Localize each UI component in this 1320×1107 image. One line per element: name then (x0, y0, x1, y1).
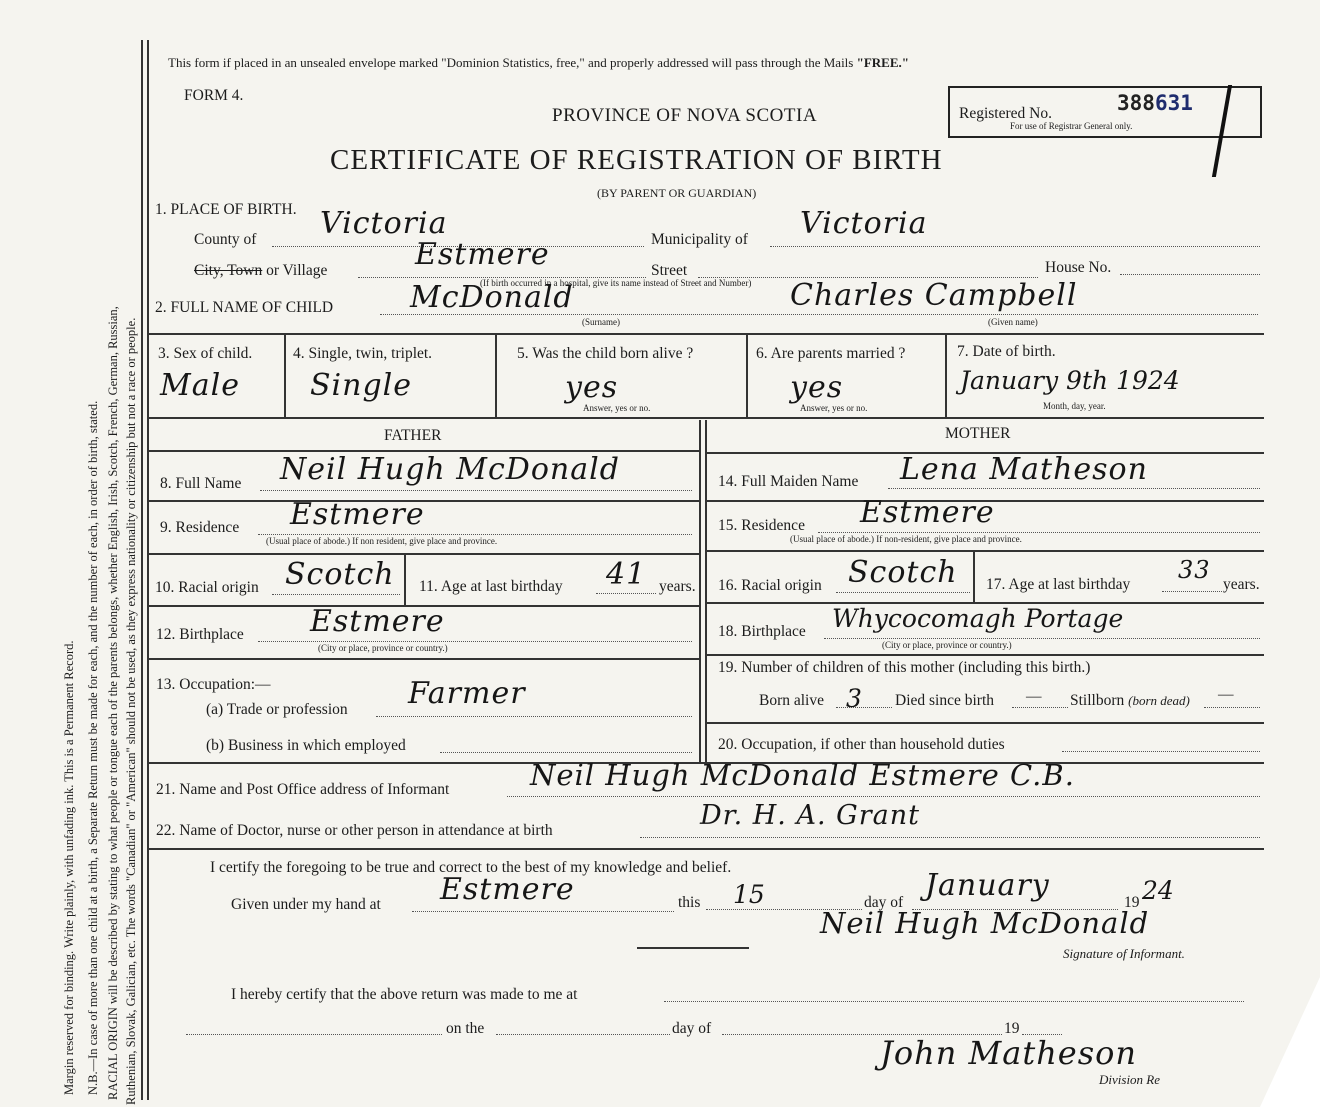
house-number-label: House No. (1045, 259, 1112, 276)
county-value: Victoria (320, 206, 448, 241)
father-birthplace-label: 12. Birthplace (156, 626, 244, 643)
father-residence-value: Estmere (290, 497, 425, 532)
mother-heading: MOTHER (945, 425, 1011, 442)
dob-caption: Month, day, year. (1043, 401, 1106, 411)
father-birthplace-value: Estmere (310, 604, 445, 639)
married-question: 6. Are parents married ? (756, 345, 906, 362)
mother-residence-value: Estmere (860, 495, 995, 530)
stillborn-label: Stillborn (born dead) (1070, 692, 1190, 709)
city-label: City, Town or Village (194, 262, 328, 279)
margin-note-1: Margin reserved for binding. Write plainly, with unfading ink. This is a Permanent Record. (62, 640, 76, 1095)
registered-number: 388631 (1117, 91, 1193, 115)
registered-label: Registered No. (959, 105, 1052, 122)
left-border-inner (147, 40, 149, 1100)
page-title: CERTIFICATE OF REGISTRATION OF BIRTH (330, 144, 943, 176)
mother-occupation-label: 20. Occupation, if other than household duties (718, 736, 1005, 753)
father-residence-label: 9. Residence (160, 519, 240, 536)
given-place-value: Estmere (440, 872, 575, 907)
born-alive-caption: Answer, yes or no. (583, 403, 651, 413)
day-of-label: day of (864, 894, 904, 911)
postal-note: This form if placed in an unsealed envelope marked "Dominion Statistics, free," and properly addressed will pass through the Mails "FREE." (168, 55, 909, 70)
father-name-value: Neil Hugh McDonald (280, 452, 620, 487)
municipality-value: Victoria (800, 206, 928, 241)
father-heading: FATHER (384, 427, 442, 444)
subtitle: (BY PARENT OR GUARDIAN) (597, 186, 757, 200)
mother-birthplace-label: 18. Birthplace (718, 623, 806, 640)
doctor-value: Dr. H. A. Grant (700, 800, 920, 831)
city-value: Estmere (415, 237, 550, 272)
month-value: January (925, 868, 1050, 903)
child-surname-value: McDonald (410, 280, 574, 315)
informant-signature: Neil Hugh McDonald (820, 906, 1150, 940)
born-alive-count: 3 (846, 684, 862, 713)
registrar-note: For use of Registrar General only. (1010, 121, 1133, 131)
mother-children-label: 19. Number of children of this mother (including this birth.) (718, 659, 1091, 676)
mother-age-value: 33 (1178, 556, 1211, 584)
municipality-label: Municipality of (651, 231, 748, 248)
form-number: FORM 4. (184, 87, 244, 104)
margin-note-4: Ruthenian, Slovak, Galician, etc. The words "Canadian" or "American" should not be used, as they express nationality or citizenship but not a race or people. (124, 317, 138, 1105)
father-residence-caption: (Usual place of abode.) If non resident, give place and province. (266, 536, 498, 546)
mother-racial-label: 16. Racial origin (718, 577, 822, 594)
left-border (141, 40, 143, 1100)
child-name-label: 2. FULL NAME OF CHILD (155, 299, 334, 316)
surname-caption: (Surname) (582, 317, 620, 327)
father-age-label: 11. Age at last birthday (419, 578, 563, 595)
on-the-label: on the (446, 1020, 485, 1037)
died-value: — (1026, 688, 1042, 705)
married-answer: yes (790, 370, 844, 405)
year-prefix: 19 (1124, 894, 1140, 911)
father-trade-label: (a) Trade or profession (206, 701, 348, 718)
margin-note-3: RACIAL ORIGIN will be described by stating to what people or tongue each of the parents belongs, whether English, Irish, Scotch, French, German, Russian, (106, 306, 120, 1100)
mother-age-unit: years. (1223, 576, 1260, 593)
married-caption: Answer, yes or no. (800, 403, 868, 413)
sex-value: Male (160, 368, 240, 403)
margin-note-2: N.B.—In case of more than one child at a birth, a Separate Return must be made for each, and the number of each, in order of birth, stated. (86, 400, 100, 1095)
informant-label: 21. Name and Post Office address of Informant (156, 781, 450, 798)
certification-statement: I certify the foregoing to be true and correct to the best of my knowledge and belief. (210, 859, 732, 876)
stillborn-value: — (1218, 686, 1234, 703)
plurality-value: Single (310, 368, 413, 403)
hospital-note: (If birth occurred in a hospital, give its name instead of Street and Number) (480, 278, 752, 288)
registrar-year-prefix: 19 (1004, 1020, 1020, 1037)
registrar-statement: I hereby certify that the above return was made to me at (231, 986, 578, 1003)
died-label: Died since birth (895, 692, 995, 709)
registrar-caption: Division Re (1099, 1072, 1161, 1087)
year-value: 24 (1142, 876, 1174, 905)
born-alive-label: Born alive (759, 692, 824, 709)
dob-value: January 9th 1924 (960, 366, 1180, 395)
father-trade-value: Farmer (408, 676, 526, 711)
given-under-label: Given under my hand at (231, 896, 381, 913)
mother-birthplace-caption: (City or place, province or country.) (882, 640, 1012, 650)
street-label: Street (651, 262, 688, 279)
dob-label: 7. Date of birth. (957, 343, 1056, 360)
father-age-unit: years. (659, 578, 696, 595)
registrar-day-of: day of (672, 1020, 712, 1037)
father-age-value: 41 (606, 557, 647, 592)
mother-name-value: Lena Matheson (900, 452, 1148, 487)
father-racial-value: Scotch (285, 557, 395, 592)
doctor-label: 22. Name of Doctor, nurse or other person in attendance at birth (156, 822, 553, 839)
signature-caption: Signature of Informant. (1063, 946, 1185, 961)
mother-birthplace-value: Whycocomagh Portage (832, 604, 1124, 633)
mother-racial-value: Scotch (848, 555, 958, 590)
sex-label: 3. Sex of child. (158, 345, 253, 362)
mother-residence-caption: (Usual place of abode.) If non-resident, give place and province. (790, 534, 1022, 544)
father-name-label: 8. Full Name (160, 475, 242, 492)
province-heading: PROVINCE OF NOVA SCOTIA (552, 105, 818, 126)
county-label: County of (194, 231, 257, 248)
given-caption: (Given name) (988, 317, 1038, 327)
plurality-label: 4. Single, twin, triplet. (293, 345, 433, 362)
day-value: 15 (733, 880, 765, 909)
mother-name-label: 14. Full Maiden Name (718, 473, 859, 490)
father-birthplace-caption: (City or place, province or country.) (318, 643, 448, 653)
father-business-label: (b) Business in which employed (206, 737, 406, 754)
place-of-birth-label: 1. PLACE OF BIRTH. (155, 201, 297, 218)
registrar-signature: John Matheson (880, 1034, 1138, 1072)
child-given-value: Charles Campbell (790, 278, 1078, 313)
margin-instructions (0, 0, 140, 1107)
born-alive-question: 5. Was the child born alive ? (517, 345, 694, 362)
mother-age-label: 17. Age at last birthday (986, 576, 1131, 593)
informant-value: Neil Hugh McDonald Estmere C.B. (530, 758, 1075, 792)
born-alive-answer: yes (565, 370, 619, 405)
father-racial-label: 10. Racial origin (155, 579, 259, 596)
torn-corner (1260, 977, 1320, 1107)
this-label: this (678, 894, 701, 911)
mother-residence-label: 15. Residence (718, 517, 805, 534)
father-occupation-label: 13. Occupation:— (156, 676, 271, 693)
